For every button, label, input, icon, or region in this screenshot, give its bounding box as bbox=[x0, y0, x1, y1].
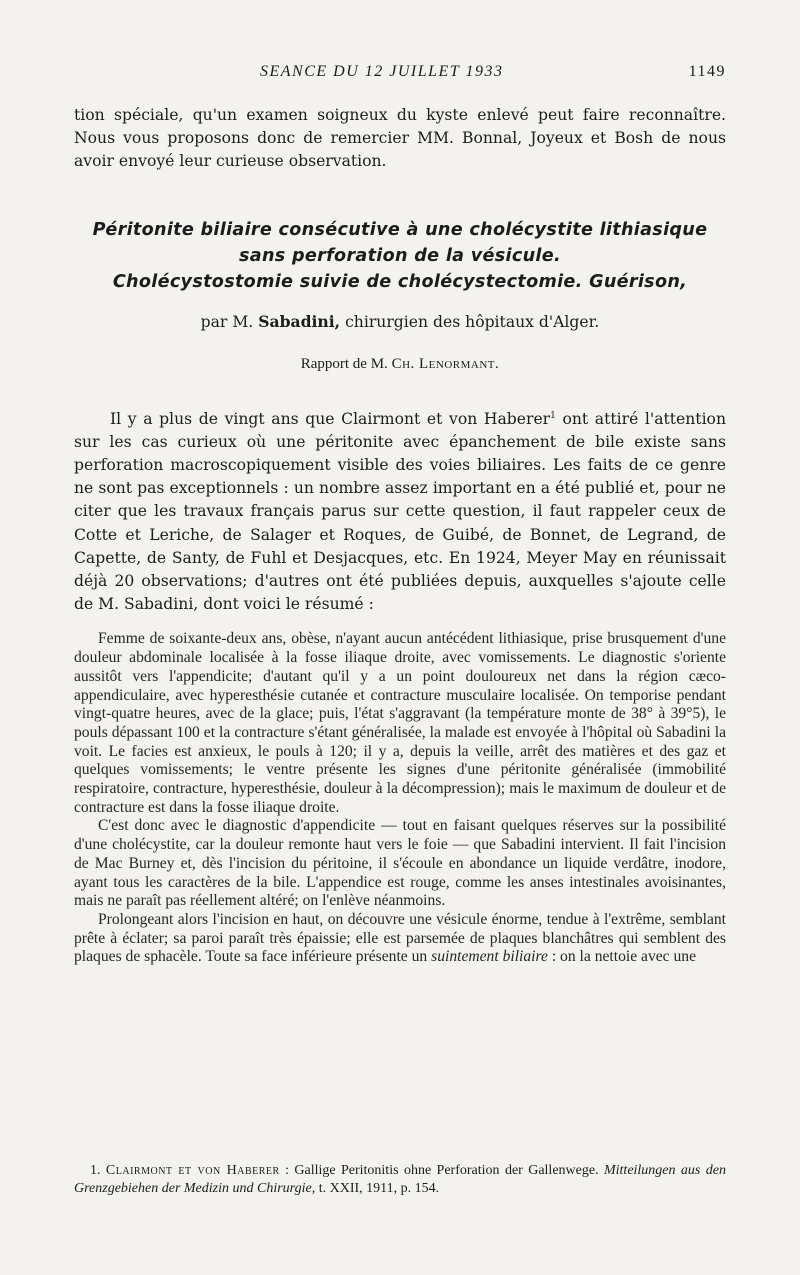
intro-paragraph bbox=[74, 405, 726, 617]
case-summary bbox=[74, 630, 726, 967]
footnote-marker: 1 bbox=[550, 410, 556, 421]
footnote-journal: Mitteilungen aus den Grenzgebiehen der Medizin und Chirurgie, bbox=[74, 1163, 726, 1196]
report-prefix: Rapport de M. bbox=[300, 355, 392, 372]
summary-italic-term: suintement biliaire bbox=[431, 948, 548, 966]
title-line: sans perforation de la vésicule. bbox=[239, 245, 561, 266]
intro-text-before-note: Il y a plus de vingt ans que Clairmont et von Haberer bbox=[110, 409, 551, 428]
page-number: 1149 bbox=[688, 63, 726, 80]
article-title bbox=[74, 217, 726, 295]
title-line: Cholécystostomie suivie de cholécystectomie. Guérison, bbox=[112, 271, 688, 292]
footnote-text bbox=[74, 1162, 726, 1198]
author-suffix: chirurgien des hôpitaux d'Alger. bbox=[340, 312, 600, 331]
summary-paragraph: C'est donc avec le diagnostic d'appendicite — tout en faisant quelques réserves sur la possibilité d'une cholécystite, car la douleur remonte haut vers le foie — que Sabadini intervient. Il fait l'incision de Mac Burney et, dès l'incision du péritoine, il s'écoule en abondance un liquide verdâtre, inodore, ayant tous les caractères de la bile. L'appendice est rouge, comme les anses intestinales avoisinantes, mais ne paraît pas réellement altéré; on l'enlève néanmoins. bbox=[74, 817, 726, 910]
author-name: Sabadini, bbox=[258, 311, 341, 331]
summary-paragraph bbox=[74, 911, 726, 967]
opening-paragraph: tion spéciale, qu'un examen soigneux du kyste enlevé peut faire reconnaître. Nous vous proposons donc de remercier MM. Bonnal, Joyeux et Bosh de nous avoir envoyé leur curieuse observation. bbox=[74, 106, 726, 171]
footnote-authors: Clairmont et von Haberer bbox=[105, 1163, 280, 1178]
author-line bbox=[74, 312, 726, 331]
report-line bbox=[74, 356, 726, 373]
footnote-number: 1. bbox=[90, 1163, 106, 1178]
author-prefix: par M. bbox=[200, 312, 259, 331]
footnote bbox=[74, 1162, 726, 1198]
running-title: SEANCE DU 12 JUILLET 1933 bbox=[260, 63, 504, 80]
main-content bbox=[74, 104, 726, 967]
summary-text: Prolongeant alors l'incision en haut, on découvre une vésicule énorme, tendue à l'extrême, semblant prête à éclater; sa paroi paraît très épaissie; elle est parsemée de plaques blanchâtres qui semblent des plaques de sphacèle. Toute sa face inférieure présente un bbox=[74, 910, 726, 966]
running-header bbox=[74, 63, 726, 85]
footnote-title: : Gallige Peritonitis ohne Perforation der Gallenwege. bbox=[279, 1163, 604, 1178]
intro-text-after-note: ont attiré l'attention sur les cas curieux où une péritonite avec épanchement de bile existe sans perforation macroscopiquement visible des voies biliaires. Les faits de ce genre ne sont pas exceptionnels : un nombre assez important en a été publié et, pour ne citer que les travaux français parus sur cette question, il faut rappeler ceux de Cotte et Leriche, de Salager et Roques, de Guibé, de Bonnet, de Legrand, de Capette, de Santy, de Fuhl et Desjacques, etc. En 1924, Meyer May en réunissait déjà 20 observations; d'autres ont été publiées depuis, auxquelles s'ajoute celle de M. Sabadini, dont voici le résumé : bbox=[74, 409, 726, 614]
footnote-citation: t. XXII, 1911, p. 154. bbox=[315, 1181, 440, 1196]
report-name: Ch. Lenormant. bbox=[391, 355, 500, 372]
title-line: Péritonite biliaire consécutive à une cholécystite lithiasique bbox=[92, 219, 708, 240]
summary-paragraph: Femme de soixante-deux ans, obèse, n'ayant aucun antécédent lithiasique, prise brusquement d'une douleur abdominale localisée à la fosse iliaque droite, avec vomissements. Le diagnostic s'oriente aussitôt vers l'appendicite; d'autant qu'il y a un point douloureux net dans la région cæco-appendiculaire, avec hyperesthésie cutanée et contracture musculaire localisée. On temporise pendant vingt-quatre heures, avec de la glace; puis, l'état s'aggravant (la température monte de 38° à 39°5), le pouls dépassant 100 et la contracture s'étant généralisée, la malade est envoyée à l'hôpital où Sabadini la voit. Le facies est anxieux, le pouls à 120; il y a, depuis la veille, arrêt des matières et des gaz et quelques vomissements; le ventre présente les signes d'une péritonite généralisée (immobilité respiratoire, contracture, hyperesthésie, douleur à la décompression); mais le maximum de douleur et de contracture est dans la fosse iliaque droite. bbox=[74, 630, 726, 816]
summary-text: : on la nettoie avec une bbox=[547, 948, 697, 966]
